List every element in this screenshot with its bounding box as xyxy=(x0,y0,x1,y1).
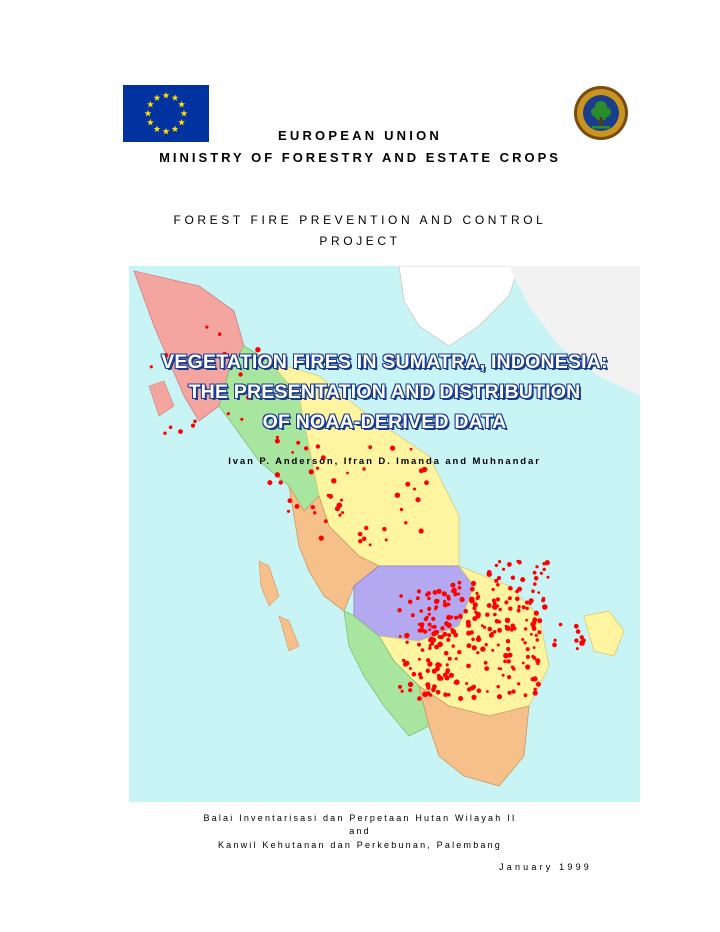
fire-hotspot xyxy=(511,666,514,669)
fire-hotspot xyxy=(435,662,441,668)
fire-hotspot xyxy=(429,693,433,697)
fire-hotspot xyxy=(459,614,462,617)
fire-hotspot xyxy=(523,641,526,644)
fire-hotspot xyxy=(454,681,457,684)
fire-hotspot xyxy=(419,609,423,613)
fire-hotspot xyxy=(534,611,539,616)
fire-hotspot xyxy=(502,568,505,571)
fire-hotspot xyxy=(458,586,462,590)
fire-hotspot xyxy=(477,688,482,693)
fire-hotspot xyxy=(420,628,424,632)
fire-hotspot xyxy=(279,480,283,484)
fire-hotspot xyxy=(466,664,471,669)
fire-hotspot xyxy=(447,597,451,601)
fire-hotspot xyxy=(362,467,365,470)
fire-hotspot xyxy=(455,657,458,660)
fire-hotspot xyxy=(467,687,471,691)
fire-hotspot xyxy=(502,674,505,677)
fire-hotspot xyxy=(531,589,535,593)
fire-hotspot xyxy=(533,582,537,586)
fire-hotspot xyxy=(552,643,557,648)
fire-hotspot xyxy=(288,498,293,503)
fire-hotspot xyxy=(498,667,501,670)
fire-hotspot xyxy=(507,675,511,679)
fire-hotspot xyxy=(574,638,578,642)
fire-hotspot xyxy=(437,674,441,678)
fire-hotspot xyxy=(313,511,316,514)
fire-hotspot xyxy=(434,605,438,609)
fire-hotspot xyxy=(510,624,515,629)
authors: Ivan P. Anderson, Ifran D. Imanda and Muhnandar xyxy=(228,456,541,467)
fire-hotspot xyxy=(508,596,512,600)
fire-hotspot xyxy=(446,668,451,673)
fire-hotspot xyxy=(508,653,513,658)
fire-hotspot xyxy=(522,662,525,665)
fire-hotspot xyxy=(450,583,455,588)
fire-hotspot xyxy=(485,643,488,646)
fire-hotspot xyxy=(525,619,528,622)
fire-hotspot xyxy=(331,478,336,483)
fire-hotspot xyxy=(505,618,510,623)
fire-hotspot xyxy=(309,469,314,474)
fire-hotspot xyxy=(532,617,537,622)
fire-hotspot xyxy=(526,655,530,659)
fire-hotspot xyxy=(404,521,407,524)
fire-hotspot xyxy=(532,676,537,681)
fire-hotspot xyxy=(457,593,460,596)
fire-hotspot xyxy=(417,696,422,701)
fire-hotspot xyxy=(428,623,432,627)
fire-hotspot xyxy=(450,616,453,619)
fire-hotspot xyxy=(508,607,512,611)
fire-hotspot xyxy=(444,651,449,656)
fire-hotspot xyxy=(319,536,324,541)
fire-hotspot xyxy=(580,635,584,639)
fire-hotspot xyxy=(412,672,417,677)
fire-hotspot xyxy=(443,692,448,697)
fire-hotspot xyxy=(515,597,520,602)
fire-hotspot xyxy=(499,608,502,611)
fire-hotspot xyxy=(446,623,451,628)
fire-hotspot xyxy=(444,633,447,636)
fire-hotspot xyxy=(559,623,563,627)
fire-hotspot xyxy=(428,628,431,631)
fire-hotspot xyxy=(537,630,541,634)
fire-hotspot xyxy=(487,572,492,577)
fire-hotspot xyxy=(432,684,437,689)
fire-hotspot xyxy=(218,332,222,336)
fire-hotspot xyxy=(413,488,416,491)
fire-hotspot xyxy=(506,639,510,643)
fire-hotspot xyxy=(481,624,484,627)
fire-hotspot xyxy=(475,612,481,618)
fire-hotspot xyxy=(358,532,363,537)
fire-hotspot xyxy=(536,638,539,641)
fire-hotspot xyxy=(419,528,424,533)
fire-hotspot xyxy=(495,564,498,567)
fire-hotspot xyxy=(525,664,530,669)
footer-line-3: Kanwil Kehutanan dan Perkebunan, Palembang xyxy=(217,840,503,850)
fire-hotspot xyxy=(533,690,538,695)
fire-hotspot xyxy=(545,560,550,565)
fire-hotspot xyxy=(518,605,521,608)
fire-hotspot xyxy=(362,537,367,542)
fire-hotspot xyxy=(537,618,542,623)
fire-hotspot xyxy=(471,581,476,586)
fire-hotspot xyxy=(408,688,412,692)
fire-hotspot xyxy=(529,602,532,605)
fire-hotspot xyxy=(419,676,423,680)
fire-hotspot xyxy=(467,643,472,648)
fire-hotspot xyxy=(400,508,403,511)
fire-hotspot xyxy=(476,596,480,600)
fire-hotspot xyxy=(516,560,519,563)
fire-hotspot xyxy=(524,627,527,630)
fire-hotspot xyxy=(547,576,550,579)
fire-hotspot xyxy=(520,577,525,582)
fire-hotspot xyxy=(534,576,539,581)
fire-hotspot xyxy=(521,638,524,641)
fire-hotspot xyxy=(409,667,412,670)
fire-hotspot xyxy=(404,633,409,638)
fire-hotspot xyxy=(404,661,409,666)
fire-hotspot xyxy=(415,497,420,502)
fire-hotspot xyxy=(442,591,447,596)
fire-hotspot xyxy=(327,494,330,497)
fire-hotspot xyxy=(466,623,471,628)
footer-line-1: Balai Inventarisasi dan Perpetaan Hutan Wilayah II xyxy=(203,813,517,823)
fire-hotspot xyxy=(458,581,462,585)
fire-hotspot xyxy=(418,658,421,661)
fire-hotspot xyxy=(496,583,500,587)
fire-hotspot xyxy=(275,439,280,444)
fire-hotspot xyxy=(335,506,340,511)
fire-hotspot xyxy=(517,682,520,685)
publication-date: January 1999 xyxy=(499,862,592,872)
fire-hotspot xyxy=(452,588,457,593)
fire-hotspot xyxy=(291,451,294,454)
fire-hotspot xyxy=(497,644,500,647)
fire-hotspot xyxy=(448,657,452,661)
fire-hotspot xyxy=(540,572,543,575)
org-heading: EUROPEAN UNION xyxy=(278,128,442,143)
fire-hotspot xyxy=(576,629,581,634)
fire-hotspot xyxy=(340,499,343,502)
fire-hotspot xyxy=(531,655,534,658)
fire-hotspot xyxy=(494,579,498,583)
fire-hotspot xyxy=(304,446,308,450)
fire-hotspot xyxy=(476,651,479,654)
fire-hotspot xyxy=(446,663,449,666)
fire-hotspot xyxy=(437,635,441,639)
fire-hotspot xyxy=(427,597,430,600)
fire-hotspot xyxy=(465,682,468,685)
fire-hotspot xyxy=(517,587,522,592)
fire-hotspot xyxy=(419,468,424,473)
fire-hotspot xyxy=(506,647,510,651)
fire-hotspot xyxy=(493,630,497,634)
fire-hotspot xyxy=(410,448,413,451)
fire-hotspot xyxy=(541,598,545,602)
fire-hotspot xyxy=(507,659,511,663)
fire-hotspot xyxy=(426,658,430,662)
fire-hotspot xyxy=(287,510,290,513)
fire-hotspot xyxy=(364,526,368,530)
fire-hotspot xyxy=(543,568,546,571)
fire-hotspot xyxy=(368,445,372,449)
fire-hotspot xyxy=(428,613,431,616)
fire-hotspot xyxy=(542,604,548,610)
fire-hotspot xyxy=(457,650,461,654)
project-line-2: PROJECT xyxy=(319,234,401,248)
fire-hotspot xyxy=(524,693,528,697)
fire-hotspot xyxy=(433,625,437,629)
fire-hotspot xyxy=(435,630,439,634)
project-line-1: FOREST FIRE PREVENTION AND CONTROL xyxy=(173,213,547,227)
fire-hotspot xyxy=(533,646,536,649)
fire-hotspot xyxy=(401,690,404,693)
fire-hotspot xyxy=(411,613,415,617)
fire-hotspot xyxy=(472,616,477,621)
fire-hotspot xyxy=(526,647,530,651)
fire-hotspot xyxy=(475,592,478,595)
title-line-1: VEGETATION FIRES IN SUMATRA, INDONESIA: xyxy=(161,351,608,373)
fire-hotspot xyxy=(443,600,446,603)
fire-hotspot xyxy=(425,682,430,687)
fire-hotspot xyxy=(470,587,475,592)
fire-hotspot xyxy=(535,634,538,637)
fire-hotspot xyxy=(492,604,498,610)
title-line-3: OF NOAA-DERIVED DATA xyxy=(262,411,507,433)
fire-hotspot xyxy=(341,511,344,514)
fire-hotspot xyxy=(426,669,430,673)
fire-hotspot xyxy=(451,629,456,634)
fire-hotspot xyxy=(385,538,388,541)
fire-hotspot xyxy=(530,633,533,636)
fire-hotspot xyxy=(444,675,449,680)
fire-hotspot xyxy=(431,617,435,621)
fire-hotspot xyxy=(536,662,539,665)
fire-hotspot xyxy=(316,444,320,448)
fire-hotspot xyxy=(491,649,494,652)
fire-hotspot xyxy=(504,600,508,604)
fire-hotspot xyxy=(408,682,413,687)
fire-hotspot xyxy=(454,616,458,620)
fire-hotspot xyxy=(496,597,500,601)
fire-hotspot xyxy=(437,599,440,602)
fire-hotspot xyxy=(398,685,402,689)
fire-hotspot xyxy=(425,593,429,597)
fire-hotspot xyxy=(576,647,579,650)
fire-hotspot xyxy=(338,514,341,517)
fire-hotspot xyxy=(503,660,507,664)
fire-hotspot xyxy=(447,633,451,637)
fire-hotspot xyxy=(424,480,429,485)
fire-hotspot xyxy=(205,326,208,329)
fire-hotspot xyxy=(579,640,585,646)
fire-hotspot xyxy=(346,472,349,475)
fire-hotspot xyxy=(472,606,476,610)
fire-hotspot xyxy=(397,608,401,612)
fire-hotspot xyxy=(437,642,443,648)
fire-hotspot xyxy=(417,589,421,593)
fire-hotspot xyxy=(574,624,579,629)
fire-hotspot xyxy=(511,576,515,580)
fire-hotspot xyxy=(421,648,425,652)
fire-hotspot xyxy=(469,597,475,603)
fire-hotspot xyxy=(497,628,502,633)
fire-hotspot xyxy=(517,609,521,613)
fire-hotspot xyxy=(476,638,480,642)
fire-hotspot xyxy=(425,692,429,696)
fire-hotspot xyxy=(417,643,421,647)
fire-hotspot xyxy=(296,441,300,445)
fire-hotspot xyxy=(428,647,431,650)
fire-hotspot xyxy=(537,591,540,594)
fire-hotspot xyxy=(399,635,402,638)
fire-hotspot xyxy=(425,616,428,619)
fire-hotspot xyxy=(408,600,413,605)
fire-hotspot xyxy=(484,661,488,665)
fire-hotspot xyxy=(508,586,513,591)
fire-hotspot xyxy=(429,644,432,647)
fire-hotspot xyxy=(449,673,454,678)
fire-hotspot xyxy=(390,446,395,451)
fire-hotspot xyxy=(416,596,420,600)
fire-hotspot xyxy=(472,645,477,650)
fire-hotspot xyxy=(436,690,441,695)
fire-hotspot xyxy=(497,685,500,688)
fire-hotspot xyxy=(507,562,512,567)
fire-hotspot xyxy=(471,695,476,700)
fire-hotspot xyxy=(324,519,328,523)
fire-hotspot xyxy=(535,565,538,568)
fire-hotspot xyxy=(427,607,431,611)
fire-hotspot xyxy=(460,597,465,602)
fire-hotspot xyxy=(487,603,492,608)
fire-hotspot xyxy=(471,638,475,642)
fire-hotspot xyxy=(405,641,408,644)
fire-hotspot xyxy=(498,560,501,563)
fire-hotspot xyxy=(485,613,489,617)
fire-hotspot xyxy=(486,690,489,693)
fire-hotspot xyxy=(522,605,526,609)
fire-hotspot xyxy=(480,646,485,651)
fire-hotspot xyxy=(316,467,319,470)
fire-hotspot xyxy=(484,666,489,671)
fire-hotspot xyxy=(402,659,405,662)
fire-hotspot xyxy=(497,694,502,699)
fire-hotspot xyxy=(505,625,508,628)
fire-hotspot xyxy=(493,613,497,617)
fire-hotspot xyxy=(532,626,537,631)
fire-hotspot xyxy=(275,472,280,477)
fire-hotspot xyxy=(429,637,433,641)
fire-hotspot xyxy=(488,627,493,632)
fire-hotspot xyxy=(443,602,448,607)
fire-hotspot xyxy=(473,685,476,688)
fire-hotspot xyxy=(495,619,500,624)
fire-hotspot xyxy=(525,601,529,605)
footer-line-2: and xyxy=(349,826,371,836)
ministry-heading: MINISTRY OF FORESTRY AND ESTATE CROPS xyxy=(159,150,561,165)
report-title xyxy=(129,347,640,437)
fire-hotspot xyxy=(492,588,495,591)
fire-hotspot xyxy=(526,607,529,610)
fire-hotspot xyxy=(295,504,300,509)
fire-hotspot xyxy=(369,543,372,546)
fire-hotspot xyxy=(452,644,455,647)
fire-hotspot xyxy=(405,482,410,487)
fire-hotspot xyxy=(433,590,438,595)
fire-hotspot xyxy=(446,638,450,642)
fire-hotspot xyxy=(432,669,437,674)
fire-hotspot xyxy=(311,505,315,509)
fire-hotspot xyxy=(508,691,512,695)
fire-hotspot xyxy=(533,571,537,575)
fire-hotspot xyxy=(511,689,515,693)
fire-hotspot xyxy=(399,594,403,598)
fire-hotspot xyxy=(267,480,272,485)
fire-hotspot xyxy=(440,626,444,630)
fire-hotspot xyxy=(382,527,386,531)
fire-hotspot xyxy=(395,493,400,498)
fire-hotspot xyxy=(358,539,362,543)
fire-hotspot xyxy=(534,688,537,691)
fire-hotspot xyxy=(463,609,468,614)
fire-hotspot xyxy=(466,631,471,636)
fire-hotspot xyxy=(458,696,463,701)
fire-hotspot xyxy=(418,623,421,626)
fire-hotspot xyxy=(554,639,557,642)
title-line-2: THE PRESENTATION AND DISTRIBUTION xyxy=(188,381,581,403)
fire-hotspot xyxy=(536,682,541,687)
